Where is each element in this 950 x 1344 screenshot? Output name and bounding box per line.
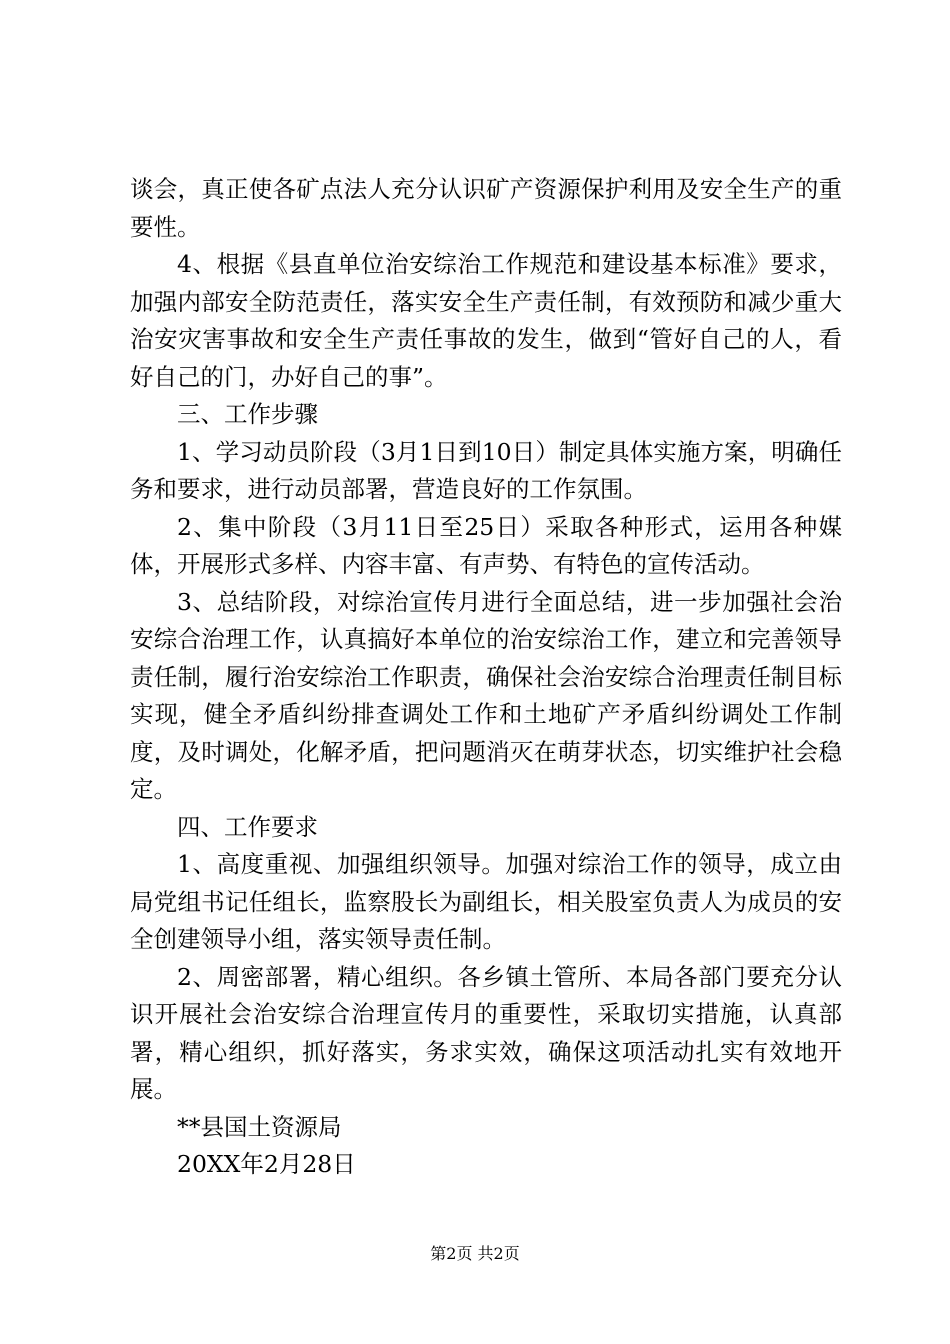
paragraph-continued: 谈会，真正使各矿点法人充分认识矿产资源保护利用及安全生产的重要性。 bbox=[130, 175, 842, 241]
paragraph-requirement-2: 2、周密部署，精心组织。各乡镇土管所、本局各部门要充分认识开展社会治安综合治理宣传月的重要性，采取切实措施，认真部署，精心组织，抓好落实，务求实效，确保这项活动扎实有效地开展。 bbox=[130, 962, 842, 1103]
paragraph-requirement-1: 1、高度重视、加强组织领导。加强对综治工作的领导，成立由局党组书记任组长，监察股长为副组长，相关股室负责人为成员的安全创建领导小组，落实领导责任制。 bbox=[130, 850, 842, 953]
paragraph-step-1: 1、学习动员阶段（3月1日到10日）制定具体实施方案，明确任务和要求，进行动员部署，营造良好的工作氛围。 bbox=[130, 437, 842, 503]
page-number-label: 第2页 共2页 bbox=[430, 1244, 520, 1263]
paragraph-step-2: 2、集中阶段（3月11日至25日）采取各种形式，运用各种媒体，开展形式多样、内容丰富、有声势、有特色的宣传活动。 bbox=[130, 512, 842, 578]
document-body bbox=[130, 171, 842, 1184]
page-footer bbox=[0, 1244, 950, 1264]
signature-organization: **县国土资源局 bbox=[177, 1112, 342, 1141]
section-heading-work-requirements: 四、工作要求 bbox=[177, 812, 318, 841]
paragraph-item-4: 4、根据《县直单位治安综治工作规范和建设基本标准》要求，加强内部安全防范责任，落实安全生产责任制，有效预防和减少重大治安灾害事故和安全生产责任事故的发生，做到“管好自己的人，看好自己的门，办好自己的事”。 bbox=[130, 250, 842, 391]
signature-date: 20XX年2月28日 bbox=[177, 1150, 356, 1178]
section-heading-work-steps: 三、工作步骤 bbox=[177, 400, 318, 428]
paragraph-step-3: 3、总结阶段，对综治宣传月进行全面总结，进一步加强社会治安综合治理工作，认真搞好本单位的治安综治工作，建立和完善领导责任制，履行治安综治工作职责，确保社会治安综合治理责任制目标实现，健全矛盾纠纷排查调处工作和土地矿产矛盾纠纷调处工作制度，及时调处，化解矛盾，把问题消灭在萌芽状态，切实维护社会稳定。 bbox=[130, 587, 842, 803]
